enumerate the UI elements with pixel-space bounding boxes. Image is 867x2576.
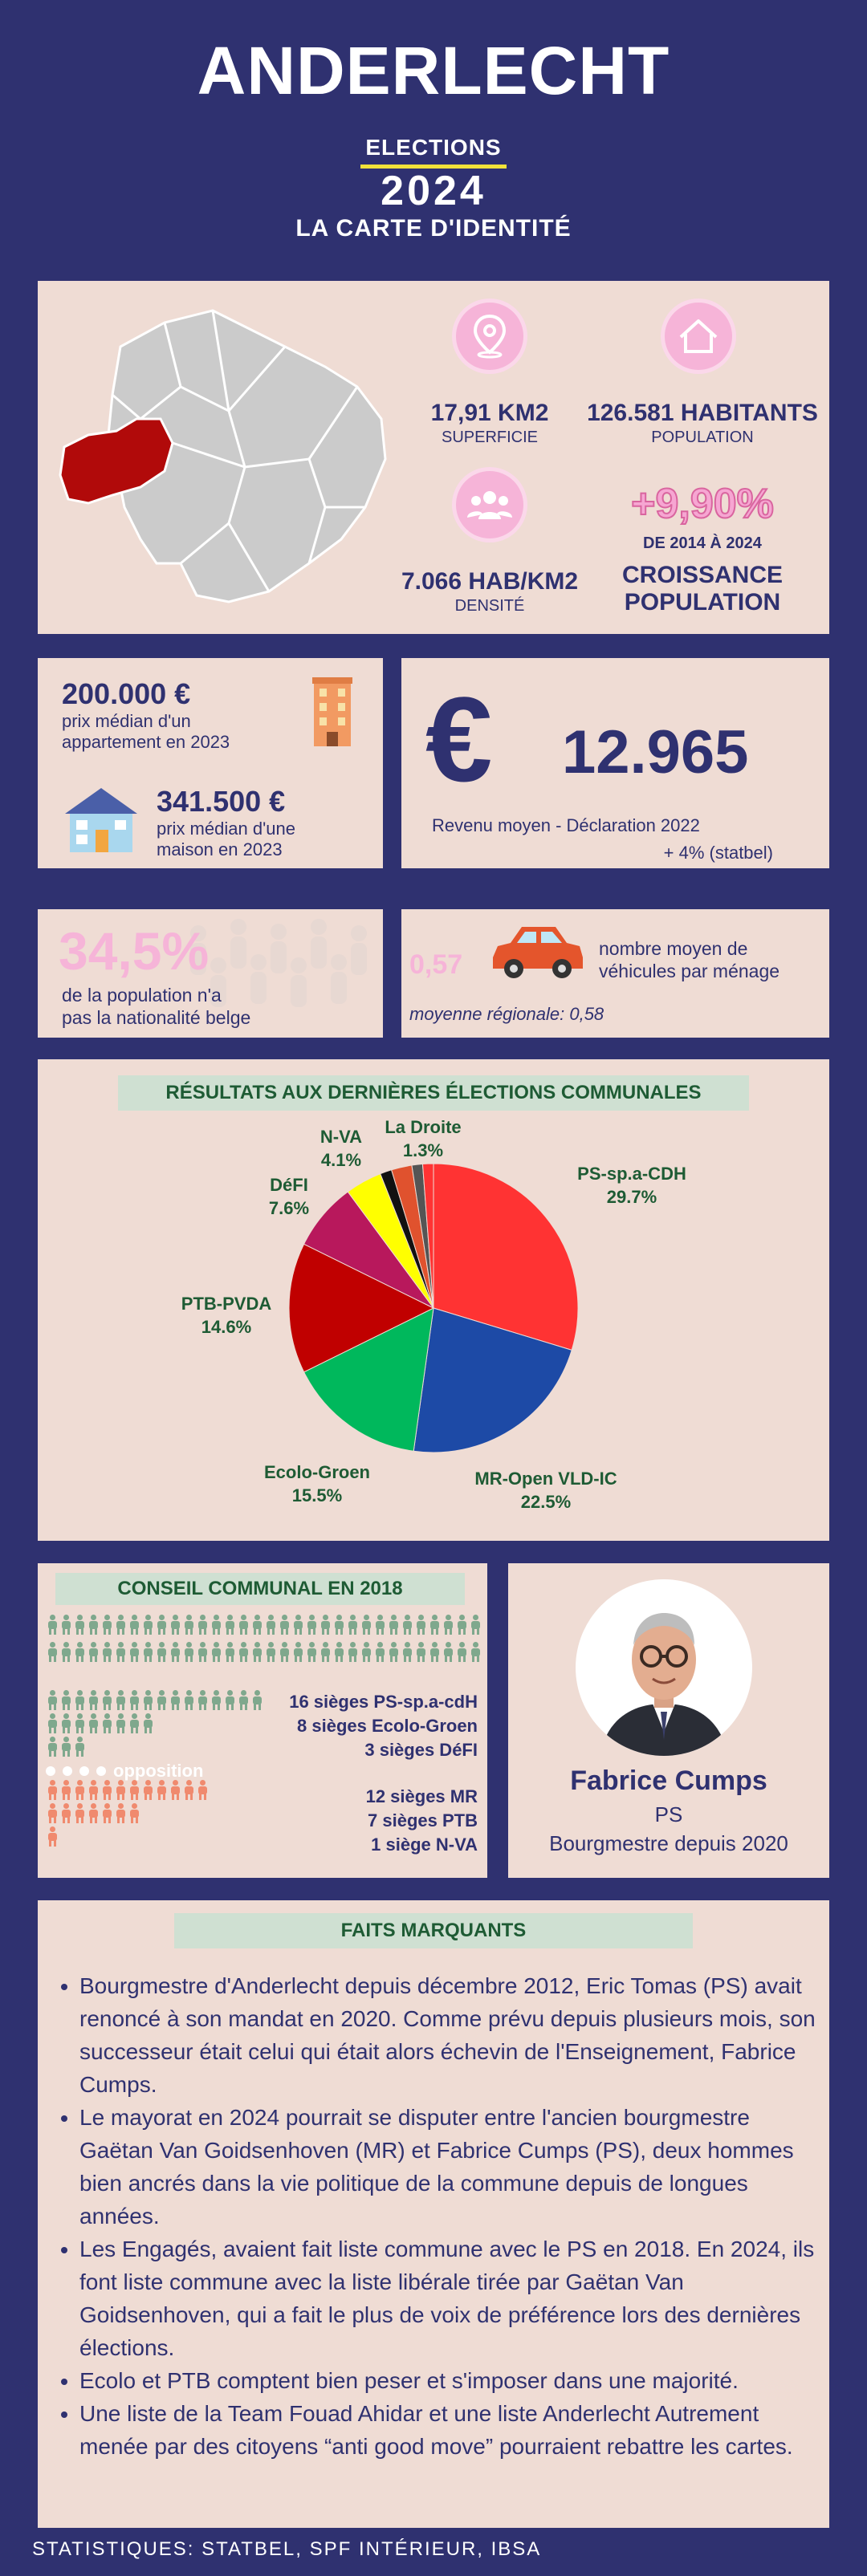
- seat-person-icon: [129, 1780, 140, 1801]
- seat-person-icon: [61, 1803, 71, 1824]
- vehicles-panel: [401, 909, 829, 1038]
- growth-period: DE 2014 À 2024: [643, 534, 762, 552]
- opposition-seat-2: 7 sièges PTB: [368, 1810, 478, 1830]
- opposition-seat-3: 1 siège N-VA: [371, 1834, 478, 1855]
- population-value: 126.581 HABITANTS: [587, 400, 818, 426]
- seat-person-icon: [47, 1826, 58, 1847]
- house-icon: [661, 299, 736, 374]
- growth-label-2: POPULATION: [624, 589, 781, 616]
- seat-person-icon: [116, 1615, 126, 1635]
- seat-person-icon: [334, 1615, 344, 1635]
- pie-label-ps: [552, 1162, 712, 1209]
- label-value: 15.5%: [291, 1485, 343, 1505]
- vehicles-value: 0,57: [409, 949, 463, 980]
- seat-person-icon: [157, 1615, 167, 1635]
- seat-person-icon: [197, 1615, 208, 1635]
- seat-person-icon: [457, 1642, 467, 1663]
- seat-person-icon: [225, 1615, 235, 1635]
- seat-person-icon: [157, 1780, 167, 1801]
- label-name: N-VA: [320, 1127, 363, 1147]
- seat-person-icon: [348, 1615, 358, 1635]
- seat-person-icon: [348, 1642, 358, 1663]
- seat-person-icon: [470, 1615, 481, 1635]
- mayor-role: Bourgmestre depuis 2020: [549, 1831, 788, 1855]
- area-value: 17,91 KM2: [430, 400, 549, 426]
- seat-person-icon: [334, 1642, 344, 1663]
- seat-person-icon: [61, 1737, 71, 1757]
- seat-person-icon: [279, 1642, 290, 1663]
- seat-person-icon: [389, 1642, 399, 1663]
- seat-person-icon: [293, 1642, 303, 1663]
- legend-dot: [79, 1766, 89, 1776]
- list-item: • Une liste de la Team Fouad Ahidar et une liste Anderlecht Autrement menée par des citoyens “anti good move” pourraient rebattre les cartes.: [79, 2397, 826, 2463]
- seat-person-icon: [211, 1642, 222, 1663]
- seat-person-icon: [170, 1690, 181, 1711]
- seat-person-icon: [429, 1642, 440, 1663]
- seat-person-icon: [61, 1690, 71, 1711]
- nationality-desc-1: de la population n'a: [62, 985, 222, 1006]
- nationality-value: 34,5%: [59, 921, 210, 981]
- seat-person-icon: [75, 1615, 85, 1635]
- majority-seat-3: 3 sièges DéFI: [364, 1740, 478, 1760]
- opposition-label: opposition: [113, 1761, 204, 1781]
- label-name: MR-Open VLD-IC: [474, 1469, 617, 1489]
- apartment-price: 200.000 €: [62, 677, 191, 710]
- seat-person-icon: [61, 1780, 71, 1801]
- seat-person-icon: [102, 1615, 112, 1635]
- vehicles-desc-2: véhicules par ménage: [599, 961, 780, 981]
- list-item: • Ecolo et PTB comptent bien peser et s'imposer dans une majorité.: [79, 2364, 826, 2397]
- council-panel: [38, 1563, 487, 1878]
- seat-person-icon: [402, 1642, 413, 1663]
- seat-person-icon: [307, 1642, 317, 1663]
- elections-label: ELECTIONS: [365, 135, 502, 160]
- seat-person-icon: [47, 1713, 58, 1734]
- seat-person-icon: [129, 1803, 140, 1824]
- seat-person-icon: [102, 1780, 112, 1801]
- seat-person-icon: [443, 1615, 454, 1635]
- label-name: La Droite: [385, 1117, 462, 1137]
- list-item: • Les Engagés, avaient fait liste commune avec le PS en 2018. En 2024, ils font liste commune avec la liste libérale tirée par Gaëtan Van Goidsenhoven, qui a fait le plus de voix de préférence lors des dernières élections.: [79, 2233, 826, 2364]
- seat-person-icon: [102, 1713, 112, 1734]
- results-pie-chart: [289, 1164, 578, 1453]
- faits-panel: [38, 1900, 829, 2528]
- legend-dot: [63, 1766, 72, 1776]
- seat-person-icon: [129, 1713, 140, 1734]
- label-value: 14.6%: [201, 1317, 252, 1337]
- list-item: • Le mayorat en 2024 pourrait se disputer entre l'ancien bourgmestre Gaëtan Van Goidsenhoven (MR) et Fabrice Cumps (PS), deux hommes bien ancrés dans la vie politique de la commune depuis de longues années.: [79, 2101, 826, 2233]
- seat-person-icon: [61, 1642, 71, 1663]
- majority-seat-2: 8 sièges Ecolo-Groen: [297, 1716, 478, 1736]
- pie-label-nva: [309, 1125, 373, 1172]
- pie-label-defi: [257, 1173, 321, 1220]
- seat-person-icon: [129, 1615, 140, 1635]
- pie-label-droite: [375, 1115, 471, 1162]
- legend-dot: [96, 1766, 106, 1776]
- seat-person-icon: [238, 1615, 249, 1635]
- seat-person-icon: [116, 1690, 126, 1711]
- faits-list: [55, 1969, 826, 2463]
- seat-person-icon: [361, 1615, 372, 1635]
- seat-person-icon: [184, 1642, 194, 1663]
- seat-person-icon: [266, 1615, 276, 1635]
- seat-person-icon: [279, 1615, 290, 1635]
- pie-label-mr: [458, 1467, 634, 1514]
- legend-dot: [46, 1766, 55, 1776]
- label-value: 22.5%: [520, 1492, 572, 1512]
- seat-person-icon: [102, 1642, 112, 1663]
- seat-person-icon: [184, 1615, 194, 1635]
- seat-person-icon: [307, 1615, 317, 1635]
- density-label: DENSITÉ: [454, 597, 525, 615]
- seat-person-icon: [47, 1615, 58, 1635]
- seat-person-icon: [211, 1615, 222, 1635]
- seat-person-icon: [75, 1642, 85, 1663]
- income-desc-2: + 4% (statbel): [663, 843, 773, 863]
- seat-person-icon: [252, 1642, 263, 1663]
- seat-person-icon: [197, 1642, 208, 1663]
- seat-person-icon: [129, 1690, 140, 1711]
- seat-row: [46, 1615, 483, 1642]
- seat-person-icon: [170, 1642, 181, 1663]
- page-title: ANDERLECHT: [197, 33, 670, 108]
- opposition-legend: [46, 1761, 203, 1782]
- seat-person-icon: [61, 1615, 71, 1635]
- seat-person-icon: [225, 1642, 235, 1663]
- seat-person-icon: [88, 1803, 99, 1824]
- label-value: 4.1%: [320, 1150, 362, 1170]
- seat-person-icon: [143, 1690, 153, 1711]
- seat-person-icon: [61, 1713, 71, 1734]
- seat-person-icon: [157, 1690, 167, 1711]
- seat-person-icon: [429, 1615, 440, 1635]
- seat-person-icon: [389, 1615, 399, 1635]
- seat-person-icon: [184, 1780, 194, 1801]
- council-seats-grid: [46, 1615, 483, 1679]
- house-price: 341.500 €: [157, 785, 286, 818]
- seat-person-icon: [157, 1642, 167, 1663]
- results-title: RÉSULTATS AUX DERNIÈRES ÉLECTIONS COMMUNALES: [118, 1075, 749, 1111]
- seat-person-icon: [416, 1642, 426, 1663]
- seat-person-icon: [75, 1690, 85, 1711]
- seat-person-icon: [129, 1642, 140, 1663]
- seat-person-icon: [143, 1713, 153, 1734]
- seat-person-icon: [184, 1690, 194, 1711]
- seat-person-icon: [102, 1803, 112, 1824]
- pie-label-ptb: [166, 1292, 287, 1339]
- list-item: • Bourgmestre d'Anderlecht depuis décembre 2012, Eric Tomas (PS) avait renoncé à son mandat en 2020. Comme prévu depuis plusieurs mois, son successeur était celui qui était alors échevin de l'Enseignement, Fabrice Cumps.: [79, 1969, 826, 2101]
- seat-person-icon: [416, 1615, 426, 1635]
- faits-title: FAITS MARQUANTS: [174, 1913, 693, 1948]
- seat-row: [46, 1642, 483, 1669]
- population-label: POPULATION: [651, 429, 754, 446]
- seat-person-icon: [375, 1615, 385, 1635]
- seat-person-icon: [443, 1642, 454, 1663]
- seat-person-icon: [170, 1615, 181, 1635]
- seat-person-icon: [375, 1642, 385, 1663]
- seat-person-icon: [47, 1780, 58, 1801]
- seat-person-icon: [102, 1690, 112, 1711]
- seat-person-icon: [47, 1690, 58, 1711]
- election-year: 2024: [381, 168, 486, 214]
- house-illustration-icon: [60, 785, 142, 854]
- results-panel: [38, 1059, 829, 1541]
- people-icon: [452, 467, 527, 542]
- seat-person-icon: [88, 1615, 99, 1635]
- euro-icon: €: [425, 672, 493, 807]
- growth-value: +9,90%: [631, 481, 774, 527]
- seat-person-icon: [116, 1780, 126, 1801]
- pie-label-ecolo: [245, 1461, 389, 1507]
- location-pin-icon: [452, 299, 527, 374]
- brussels-map: [44, 299, 397, 620]
- seat-person-icon: [116, 1642, 126, 1663]
- seat-person-icon: [75, 1780, 85, 1801]
- apartment-building-icon: [311, 676, 354, 748]
- housing-panel: [38, 658, 383, 868]
- nationality-panel: [38, 909, 383, 1038]
- regional-average: moyenne régionale: 0,58: [409, 1004, 604, 1024]
- seat-person-icon: [320, 1642, 331, 1663]
- mayor-name: Fabrice Cumps: [570, 1765, 767, 1796]
- seat-person-icon: [116, 1803, 126, 1824]
- seat-person-icon: [457, 1615, 467, 1635]
- label-name: PTB-PVDA: [181, 1294, 272, 1314]
- density-value: 7.066 HAB/KM2: [401, 568, 579, 595]
- mayor-photo: [576, 1579, 752, 1756]
- house-desc-2: maison en 2023: [157, 839, 283, 859]
- label-value: 29.7%: [606, 1187, 657, 1207]
- seat-person-icon: [143, 1642, 153, 1663]
- nationality-desc-2: pas la nationalité belge: [62, 1007, 251, 1028]
- label-name: PS-sp.a-CDH: [577, 1164, 686, 1184]
- area-label: SUPERFICIE: [441, 429, 539, 446]
- seat-person-icon: [47, 1803, 58, 1824]
- page-subtitle: LA CARTE D'IDENTITÉ: [295, 215, 572, 242]
- majority-seat-1: 16 sièges PS-sp.a-cdH: [289, 1692, 478, 1712]
- council-title: CONSEIL COMMUNAL EN 2018: [55, 1573, 465, 1605]
- seat-person-icon: [75, 1713, 85, 1734]
- seat-person-icon: [88, 1713, 99, 1734]
- income-desc-1: Revenu moyen - Déclaration 2022: [432, 815, 700, 835]
- label-name: Ecolo-Groen: [263, 1462, 370, 1482]
- seat-person-icon: [293, 1615, 303, 1635]
- seat-person-icon: [47, 1737, 58, 1757]
- seat-person-icon: [116, 1713, 126, 1734]
- income-panel: [401, 658, 829, 868]
- seat-person-icon: [88, 1780, 99, 1801]
- sources-footer: STATISTIQUES: STATBEL, SPF INTÉRIEUR, IBSA: [32, 2538, 542, 2560]
- seat-person-icon: [75, 1737, 85, 1757]
- seat-person-icon: [47, 1642, 58, 1663]
- car-icon: [486, 917, 588, 985]
- label-value: 1.3%: [402, 1140, 444, 1160]
- seat-person-icon: [143, 1615, 153, 1635]
- mayor-panel: [508, 1563, 829, 1878]
- label-value: 7.6%: [268, 1198, 310, 1218]
- identity-panel: [38, 281, 829, 634]
- mayor-party: PS: [654, 1802, 683, 1826]
- growth-label-1: CROISSANCE: [621, 562, 784, 588]
- label-name: DéFI: [270, 1175, 308, 1195]
- seat-person-icon: [361, 1642, 372, 1663]
- seat-person-icon: [75, 1803, 85, 1824]
- opposition-seat-1: 12 sièges MR: [365, 1786, 478, 1806]
- income-value: 12.965: [562, 718, 749, 786]
- seat-person-icon: [266, 1642, 276, 1663]
- vehicles-desc-1: nombre moyen de: [599, 938, 748, 959]
- apartment-desc-1: prix médian d'un: [62, 711, 191, 731]
- seat-person-icon: [402, 1615, 413, 1635]
- seat-person-icon: [88, 1690, 99, 1711]
- seat-person-icon: [143, 1780, 153, 1801]
- seat-person-icon: [170, 1780, 181, 1801]
- apartment-desc-2: appartement en 2023: [62, 732, 230, 752]
- seat-person-icon: [470, 1642, 481, 1663]
- seat-person-icon: [320, 1615, 331, 1635]
- house-desc-1: prix médian d'une: [157, 819, 295, 839]
- seat-person-icon: [252, 1615, 263, 1635]
- seat-person-icon: [238, 1642, 249, 1663]
- seat-person-icon: [88, 1642, 99, 1663]
